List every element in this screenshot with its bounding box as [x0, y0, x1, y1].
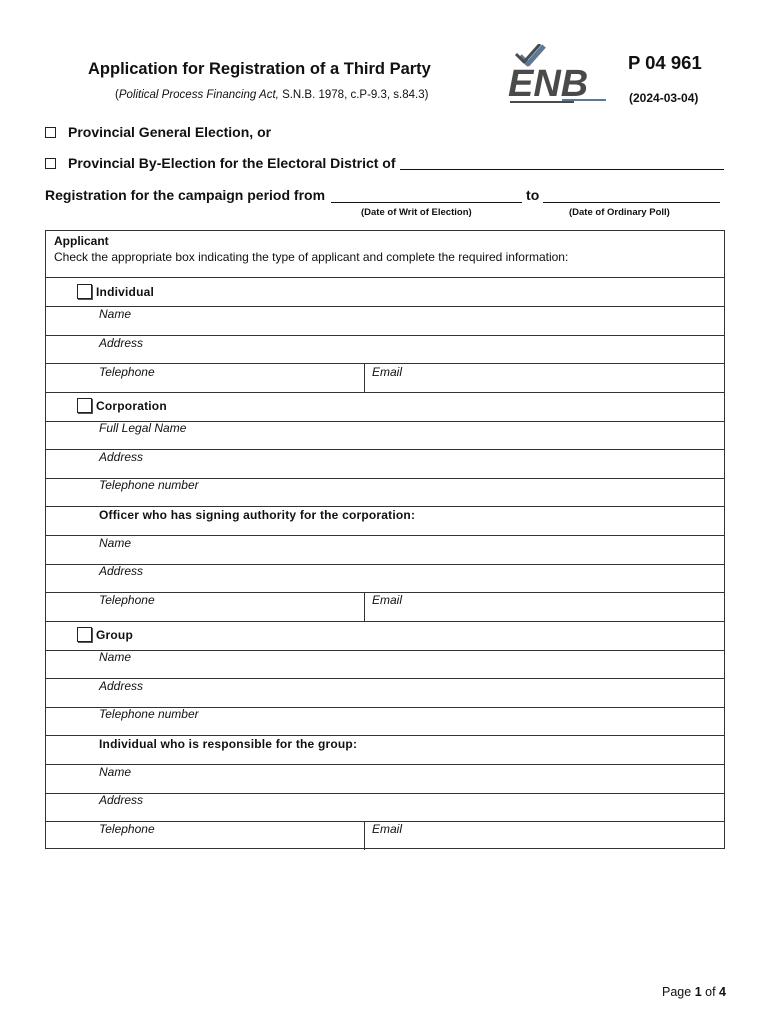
officer-telephone-field[interactable]: Telephone [99, 593, 155, 607]
corporation-label: Corporation [96, 399, 167, 413]
officer-email-field[interactable]: Email [372, 593, 403, 607]
form-subtitle [115, 89, 428, 101]
page-current: 1 [694, 985, 702, 999]
form-revision-date: (2024-03-04) [629, 91, 699, 105]
officer-address-field[interactable]: Address [99, 564, 144, 578]
form-number: P 04 961 [628, 52, 702, 73]
applicant-form [45, 230, 725, 849]
corporation-option [77, 398, 167, 413]
poll-date-field[interactable] [543, 190, 720, 203]
logo-text: ENB [508, 63, 589, 105]
group-option [77, 627, 133, 642]
general-election-checkbox[interactable] [45, 127, 56, 138]
individual-email-field[interactable]: Email [372, 365, 403, 379]
general-election-option [45, 124, 271, 140]
responsible-telephone-field[interactable]: Telephone [99, 822, 155, 836]
responsible-name-field[interactable]: Name [99, 765, 132, 779]
electoral-district-field[interactable] [400, 157, 724, 170]
group-checkbox[interactable] [77, 627, 92, 642]
responsible-email-field[interactable]: Email [372, 822, 403, 836]
individual-address-field[interactable]: Address [99, 336, 144, 350]
writ-date-caption: (Date of Writ of Election) [361, 207, 472, 218]
corporation-officer-heading: Officer who has signing authority for the corporation: [99, 508, 416, 522]
of-word: of [705, 985, 716, 999]
poll-date-caption: (Date of Ordinary Poll) [569, 207, 670, 218]
subtitle-act: Political Process Financing Act, [118, 89, 279, 101]
corporation-telephone-field[interactable]: Telephone number [99, 478, 199, 492]
applicant-heading: Applicant [54, 234, 109, 248]
group-telephone-field[interactable]: Telephone number [99, 707, 199, 721]
individual-label: Individual [96, 285, 155, 299]
page-word: Page [662, 985, 692, 999]
by-election-checkbox[interactable] [45, 158, 56, 169]
responsible-address-field[interactable]: Address [99, 793, 144, 807]
officer-name-field[interactable]: Name [99, 536, 132, 550]
individual-name-field[interactable]: Name [99, 307, 132, 321]
group-label: Group [96, 628, 133, 642]
page-total: 4 [719, 985, 726, 999]
individual-checkbox[interactable] [77, 284, 92, 299]
page-number [662, 985, 726, 999]
subtitle-ref: S.N.B. 1978, c.P-9.3, s.84.3) [282, 89, 429, 101]
group-address-field[interactable]: Address [99, 679, 144, 693]
group-name-field[interactable]: Name [99, 650, 132, 664]
form-title: Application for Registration of a Third Party [88, 60, 431, 78]
corporation-checkbox[interactable] [77, 398, 92, 413]
campaign-period-label: Registration for the campaign period from [45, 187, 326, 203]
by-election-option [45, 155, 724, 171]
group-responsible-heading: Individual who is responsible for the group: [99, 737, 358, 751]
applicant-instructions: Check the appropriate box indicating the type of applicant and complete the required information: [54, 250, 569, 264]
subtitle-open: ( [115, 89, 119, 101]
corporation-address-field[interactable]: Address [99, 450, 144, 464]
general-election-label: Provincial General Election, or [68, 124, 272, 140]
enb-logo [506, 44, 608, 108]
writ-date-field[interactable] [331, 190, 522, 203]
corporation-legal-name-field[interactable]: Full Legal Name [99, 421, 187, 435]
by-election-label: Provincial By-Election for the Electoral District of [68, 155, 396, 171]
individual-option [77, 284, 154, 299]
individual-telephone-field[interactable]: Telephone [99, 365, 155, 379]
campaign-period-line [45, 187, 720, 203]
to-label: to [526, 187, 540, 203]
